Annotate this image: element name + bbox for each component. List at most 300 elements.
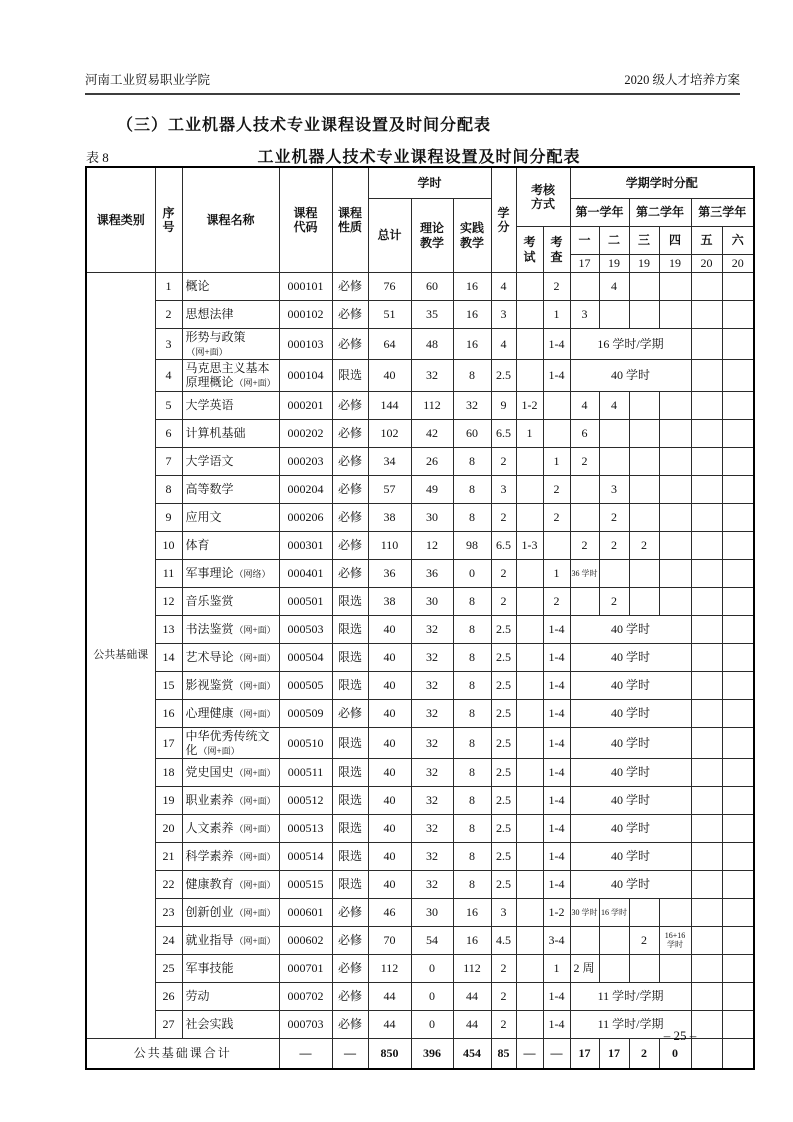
- semester-cell: [629, 503, 659, 531]
- course-name-cell: [182, 898, 279, 926]
- practice-cell: 8: [453, 727, 491, 758]
- nature-cell: 必修: [332, 419, 368, 447]
- total-practice-cell: 454: [453, 1038, 491, 1069]
- semester-cell: [570, 503, 599, 531]
- course-name-note: （网+面）: [234, 936, 276, 947]
- course-name-note: （网络）: [234, 569, 271, 580]
- code-cell: 000203: [279, 447, 332, 475]
- check-cell: 1-4: [543, 982, 570, 1010]
- exam-cell: [516, 842, 543, 870]
- course-name: 军事技能: [185, 961, 234, 976]
- total-cell: 40: [368, 814, 411, 842]
- practice-cell: 8: [453, 671, 491, 699]
- credits-cell: 2: [491, 1010, 516, 1038]
- course-name: 健康教育: [185, 877, 234, 892]
- semester-merged-cell: 40 学时: [570, 360, 691, 391]
- credits-cell: 4: [491, 329, 516, 360]
- practice-cell: 8: [453, 360, 491, 391]
- course-name: 影视鉴赏: [185, 678, 234, 693]
- semester-cell: [659, 503, 691, 531]
- semester-cell: 4: [599, 391, 629, 419]
- table-row: [86, 786, 754, 814]
- code-cell: 000202: [279, 419, 332, 447]
- nature-cell: 限选: [332, 870, 368, 898]
- check-cell: 1-4: [543, 758, 570, 786]
- course-name-cell: [182, 447, 279, 475]
- course-name-cell: [182, 982, 279, 1010]
- total-cell: 40: [368, 671, 411, 699]
- check-cell: 1-4: [543, 615, 570, 643]
- total-check-cell: —: [543, 1038, 570, 1069]
- course-name: 高等数学: [185, 482, 234, 497]
- total-cell: 46: [368, 898, 411, 926]
- semester-cell: [570, 273, 599, 301]
- credits-cell: 2: [491, 587, 516, 615]
- check-cell: 1: [543, 559, 570, 587]
- page-number: – 25 –: [663, 1028, 697, 1043]
- seq-cell: 27: [155, 1010, 182, 1038]
- col-header-credits: [491, 167, 516, 273]
- semester-cell: [722, 926, 754, 954]
- theory-cell: 112: [411, 391, 453, 419]
- course-name: 应用文: [185, 510, 222, 525]
- semester-cell: [722, 786, 754, 814]
- semester-cell: [691, 391, 722, 419]
- col-header-hours-theory: [411, 199, 453, 273]
- seq-cell: 25: [155, 954, 182, 982]
- course-name-cell: [182, 727, 279, 758]
- semester-cell: [691, 301, 722, 329]
- semester-cell: [629, 559, 659, 587]
- semester-cell: [691, 982, 722, 1010]
- check-cell: 1-4: [543, 329, 570, 360]
- semester-cell: [691, 699, 722, 727]
- col-header-sem-6: 六: [722, 227, 754, 255]
- semester-cell: [691, 786, 722, 814]
- course-name: 劳动: [185, 989, 210, 1004]
- total-cell: 40: [368, 786, 411, 814]
- semester-cell: [722, 301, 754, 329]
- table-row: [86, 475, 754, 503]
- exam-cell: [516, 273, 543, 301]
- total-cell: 64: [368, 329, 411, 360]
- semester-cell: [599, 559, 629, 587]
- practice-cell: 8: [453, 615, 491, 643]
- table-row: [86, 699, 754, 727]
- theory-cell: 32: [411, 643, 453, 671]
- semester-cell: 16+16 学时: [659, 926, 691, 954]
- check-cell: 1-4: [543, 786, 570, 814]
- semester-cell: [691, 758, 722, 786]
- col-header-hours-total: 总计: [368, 199, 411, 273]
- semester-cell: [722, 475, 754, 503]
- course-name: 书法鉴赏: [185, 622, 234, 637]
- seq-cell: 26: [155, 982, 182, 1010]
- semester-cell: [599, 301, 629, 329]
- credits-cell: 4.5: [491, 926, 516, 954]
- semester-cell: [722, 643, 754, 671]
- nature-cell: 限选: [332, 360, 368, 391]
- semester-cell: [691, 329, 722, 360]
- total-cell: 40: [368, 615, 411, 643]
- practice-cell: 44: [453, 982, 491, 1010]
- semester-cell: 30 学时: [570, 898, 599, 926]
- table-caption-row: [85, 144, 753, 164]
- credits-cell: 2.5: [491, 870, 516, 898]
- check-cell: 1-4: [543, 360, 570, 391]
- code-cell: 000513: [279, 814, 332, 842]
- credits-cell: 2.5: [491, 727, 516, 758]
- semester-cell: [659, 559, 691, 587]
- semester-cell: [599, 954, 629, 982]
- course-name: 军事理论: [185, 566, 234, 581]
- course-name-cell: [182, 329, 279, 360]
- col-header-sem-2: 二: [599, 227, 629, 255]
- col-header-sem-4: 四: [659, 227, 691, 255]
- semester-cell: [722, 699, 754, 727]
- table-row: [86, 727, 754, 758]
- nature-cell: 必修: [332, 447, 368, 475]
- total-semester-cell: 2: [629, 1038, 659, 1069]
- course-name: 社会实践: [185, 1017, 234, 1032]
- nature-cell: 必修: [332, 699, 368, 727]
- course-name-cell: [182, 531, 279, 559]
- col-header-sem-3: 三: [629, 227, 659, 255]
- theory-cell: 30: [411, 898, 453, 926]
- course-name-cell: [182, 786, 279, 814]
- course-name-cell: [182, 842, 279, 870]
- nature-cell: 限选: [332, 786, 368, 814]
- nature-cell: 必修: [332, 531, 368, 559]
- semester-cell: [691, 842, 722, 870]
- col-header-hours-theory-label: 理论教学: [419, 221, 444, 250]
- category-cell: 公共基础课: [86, 273, 155, 1039]
- table-row: [86, 643, 754, 671]
- code-cell: 000401: [279, 559, 332, 587]
- credits-cell: 2.5: [491, 758, 516, 786]
- semester-merged-cell: 40 学时: [570, 727, 691, 758]
- semester-cell: [629, 301, 659, 329]
- course-name-note: （网+面）: [234, 625, 276, 636]
- total-cell: 112: [368, 954, 411, 982]
- weeks-sem-5: 20: [691, 255, 722, 273]
- semester-cell: [629, 419, 659, 447]
- practice-cell: 60: [453, 419, 491, 447]
- nature-cell: 限选: [332, 842, 368, 870]
- semester-cell: [722, 273, 754, 301]
- code-cell: 000601: [279, 898, 332, 926]
- semester-cell: [691, 503, 722, 531]
- credits-cell: 2.5: [491, 643, 516, 671]
- course-name-cell: [182, 587, 279, 615]
- practice-cell: 8: [453, 786, 491, 814]
- table-body: [86, 273, 754, 1069]
- semester-merged-cell: 40 学时: [570, 643, 691, 671]
- course-name-note: （网+面）: [234, 653, 276, 664]
- semester-cell: [659, 954, 691, 982]
- practice-cell: 8: [453, 475, 491, 503]
- col-header-allocation: 学期学时分配: [570, 167, 754, 199]
- semester-cell: [691, 671, 722, 699]
- theory-cell: 26: [411, 447, 453, 475]
- course-name-note: （网+面）: [234, 796, 276, 807]
- semester-cell: 3: [570, 301, 599, 329]
- semester-cell: [691, 360, 722, 391]
- total-cell: 34: [368, 447, 411, 475]
- course-name-note: （网+面）: [234, 880, 276, 891]
- practice-cell: 8: [453, 842, 491, 870]
- col-header-hours-practice-label: 实践教学: [459, 221, 484, 250]
- total-code-cell: —: [279, 1038, 332, 1069]
- credits-cell: 2.5: [491, 699, 516, 727]
- practice-cell: 16: [453, 926, 491, 954]
- total-cell: 76: [368, 273, 411, 301]
- semester-cell: [691, 587, 722, 615]
- code-cell: 000702: [279, 982, 332, 1010]
- seq-cell: 22: [155, 870, 182, 898]
- code-cell: 000204: [279, 475, 332, 503]
- semester-cell: 3: [599, 475, 629, 503]
- check-cell: 1: [543, 447, 570, 475]
- col-header-course-nature-label: 课程性质: [337, 205, 362, 234]
- semester-cell: [629, 273, 659, 301]
- theory-cell: 32: [411, 671, 453, 699]
- col-header-credits-label: 学分: [497, 205, 510, 234]
- course-name-cell: [182, 643, 279, 671]
- total-credits-cell: 85: [491, 1038, 516, 1069]
- theory-cell: 12: [411, 531, 453, 559]
- header-row-1: [86, 167, 754, 199]
- exam-cell: 1-3: [516, 531, 543, 559]
- code-cell: 000510: [279, 727, 332, 758]
- code-cell: 000503: [279, 615, 332, 643]
- exam-cell: [516, 301, 543, 329]
- semester-cell: 4: [599, 273, 629, 301]
- semester-cell: [691, 870, 722, 898]
- total-semester-cell: 17: [599, 1038, 629, 1069]
- semester-cell: [629, 587, 659, 615]
- col-header-exam-label: 考试: [523, 235, 536, 264]
- semester-cell: 2: [570, 531, 599, 559]
- table-row: [86, 329, 754, 360]
- practice-cell: 98: [453, 531, 491, 559]
- semester-merged-cell: 40 学时: [570, 671, 691, 699]
- nature-cell: 限选: [332, 615, 368, 643]
- practice-cell: 16: [453, 301, 491, 329]
- seq-cell: 10: [155, 531, 182, 559]
- theory-cell: 0: [411, 1010, 453, 1038]
- check-cell: 2: [543, 503, 570, 531]
- code-cell: 000102: [279, 301, 332, 329]
- total-cell: 40: [368, 758, 411, 786]
- code-cell: 000703: [279, 1010, 332, 1038]
- col-header-course-name: 课程名称: [182, 167, 279, 273]
- col-header-hours: 学时: [368, 167, 491, 199]
- total-cell: 51: [368, 301, 411, 329]
- exam-cell: [516, 758, 543, 786]
- total-cell: 144: [368, 391, 411, 419]
- table-row: [86, 671, 754, 699]
- col-header-seq: [155, 167, 182, 273]
- semester-cell: [629, 391, 659, 419]
- code-cell: 000103: [279, 329, 332, 360]
- total-label-cell: 公共基础课合计: [86, 1038, 279, 1069]
- exam-cell: [516, 447, 543, 475]
- weeks-sem-6: 20: [722, 255, 754, 273]
- semester-cell: 16 学时: [599, 898, 629, 926]
- check-cell: 1-4: [543, 671, 570, 699]
- credits-cell: 2.5: [491, 786, 516, 814]
- semester-cell: [691, 926, 722, 954]
- practice-cell: 8: [453, 814, 491, 842]
- exam-cell: [516, 727, 543, 758]
- header-school-name: 河南工业贸易职业学院: [85, 73, 211, 87]
- seq-cell: 16: [155, 699, 182, 727]
- table-row: [86, 758, 754, 786]
- exam-cell: [516, 503, 543, 531]
- nature-cell: 限选: [332, 727, 368, 758]
- course-name: 大学语文: [185, 454, 234, 469]
- table-row: [86, 842, 754, 870]
- exam-cell: 1: [516, 419, 543, 447]
- seq-cell: 21: [155, 842, 182, 870]
- check-cell: 1: [543, 301, 570, 329]
- code-cell: 000512: [279, 786, 332, 814]
- course-name: 心理健康: [185, 706, 234, 721]
- exam-cell: [516, 926, 543, 954]
- col-header-year2: 第二学年: [629, 199, 691, 227]
- exam-cell: [516, 475, 543, 503]
- check-cell: 1-4: [543, 870, 570, 898]
- semester-cell: [722, 329, 754, 360]
- course-name-cell: [182, 954, 279, 982]
- nature-cell: 限选: [332, 587, 368, 615]
- nature-cell: 必修: [332, 926, 368, 954]
- exam-cell: [516, 954, 543, 982]
- semester-cell: [722, 814, 754, 842]
- table-row: [86, 954, 754, 982]
- credits-cell: 9: [491, 391, 516, 419]
- seq-cell: 24: [155, 926, 182, 954]
- seq-cell: 4: [155, 360, 182, 391]
- course-name-cell: [182, 360, 279, 391]
- semester-cell: [659, 531, 691, 559]
- table-row: [86, 273, 754, 301]
- theory-cell: 42: [411, 419, 453, 447]
- course-name-cell: [182, 699, 279, 727]
- code-cell: 000514: [279, 842, 332, 870]
- col-header-course-code: [279, 167, 332, 273]
- practice-cell: 16: [453, 898, 491, 926]
- semester-cell: [659, 419, 691, 447]
- course-name-note: （网+面）: [234, 852, 276, 863]
- credits-cell: 6.5: [491, 419, 516, 447]
- practice-cell: 44: [453, 1010, 491, 1038]
- semester-cell: [659, 273, 691, 301]
- semester-cell: [691, 531, 722, 559]
- credits-cell: 2: [491, 982, 516, 1010]
- check-cell: 2: [543, 475, 570, 503]
- total-cell: 40: [368, 699, 411, 727]
- total-cell: 40: [368, 643, 411, 671]
- total-exam-cell: —: [516, 1038, 543, 1069]
- course-name: 体育: [185, 538, 210, 553]
- exam-cell: [516, 898, 543, 926]
- semester-cell: [659, 898, 691, 926]
- semester-cell: [691, 559, 722, 587]
- semester-cell: 2: [599, 503, 629, 531]
- semester-cell: [691, 727, 722, 758]
- semester-cell: [722, 360, 754, 391]
- code-cell: 000509: [279, 699, 332, 727]
- exam-cell: [516, 1010, 543, 1038]
- table-row: [86, 814, 754, 842]
- theory-cell: 0: [411, 982, 453, 1010]
- check-cell: 1-4: [543, 842, 570, 870]
- col-header-course-code-label: 课程代码: [293, 205, 318, 234]
- course-name-cell: [182, 419, 279, 447]
- theory-cell: 54: [411, 926, 453, 954]
- col-header-course-nature: [332, 167, 368, 273]
- course-name-cell: [182, 273, 279, 301]
- semester-merged-cell: 11 学时/学期: [570, 1010, 691, 1038]
- nature-cell: 必修: [332, 1010, 368, 1038]
- theory-cell: 32: [411, 870, 453, 898]
- course-name-cell: [182, 475, 279, 503]
- semester-merged-cell: 11 学时/学期: [570, 982, 691, 1010]
- semester-merged-cell: 40 学时: [570, 699, 691, 727]
- course-name: 中华优秀传统文化: [185, 728, 270, 757]
- col-header-check-label: 考查: [550, 235, 563, 264]
- course-name-note: （网+面）: [234, 378, 276, 389]
- semester-cell: [722, 615, 754, 643]
- code-cell: 000104: [279, 360, 332, 391]
- theory-cell: 32: [411, 699, 453, 727]
- theory-cell: 30: [411, 503, 453, 531]
- document-header: [85, 70, 740, 95]
- semester-cell: [691, 419, 722, 447]
- semester-cell: [722, 671, 754, 699]
- course-schedule-table: [85, 166, 755, 1070]
- nature-cell: 必修: [332, 954, 368, 982]
- course-name: 形势与政策: [185, 330, 246, 344]
- exam-cell: [516, 615, 543, 643]
- seq-cell: 3: [155, 329, 182, 360]
- theory-cell: 32: [411, 786, 453, 814]
- seq-cell: 2: [155, 301, 182, 329]
- semester-cell: [691, 273, 722, 301]
- semester-cell: [722, 531, 754, 559]
- nature-cell: 必修: [332, 273, 368, 301]
- course-name-cell: [182, 870, 279, 898]
- course-name: 职业素养: [185, 793, 234, 808]
- semester-merged-cell: 40 学时: [570, 870, 691, 898]
- semester-cell: [659, 301, 691, 329]
- seq-cell: 15: [155, 671, 182, 699]
- course-name: 创新创业: [185, 905, 234, 920]
- course-name: 人文素养: [185, 821, 234, 836]
- total-cell: 40: [368, 870, 411, 898]
- semester-cell: [691, 814, 722, 842]
- practice-cell: 16: [453, 273, 491, 301]
- practice-cell: 8: [453, 870, 491, 898]
- total-cell: 38: [368, 587, 411, 615]
- theory-cell: 32: [411, 842, 453, 870]
- check-cell: 1: [543, 954, 570, 982]
- credits-cell: 3: [491, 475, 516, 503]
- course-name-note: （网+面）: [234, 709, 276, 720]
- check-cell: [543, 391, 570, 419]
